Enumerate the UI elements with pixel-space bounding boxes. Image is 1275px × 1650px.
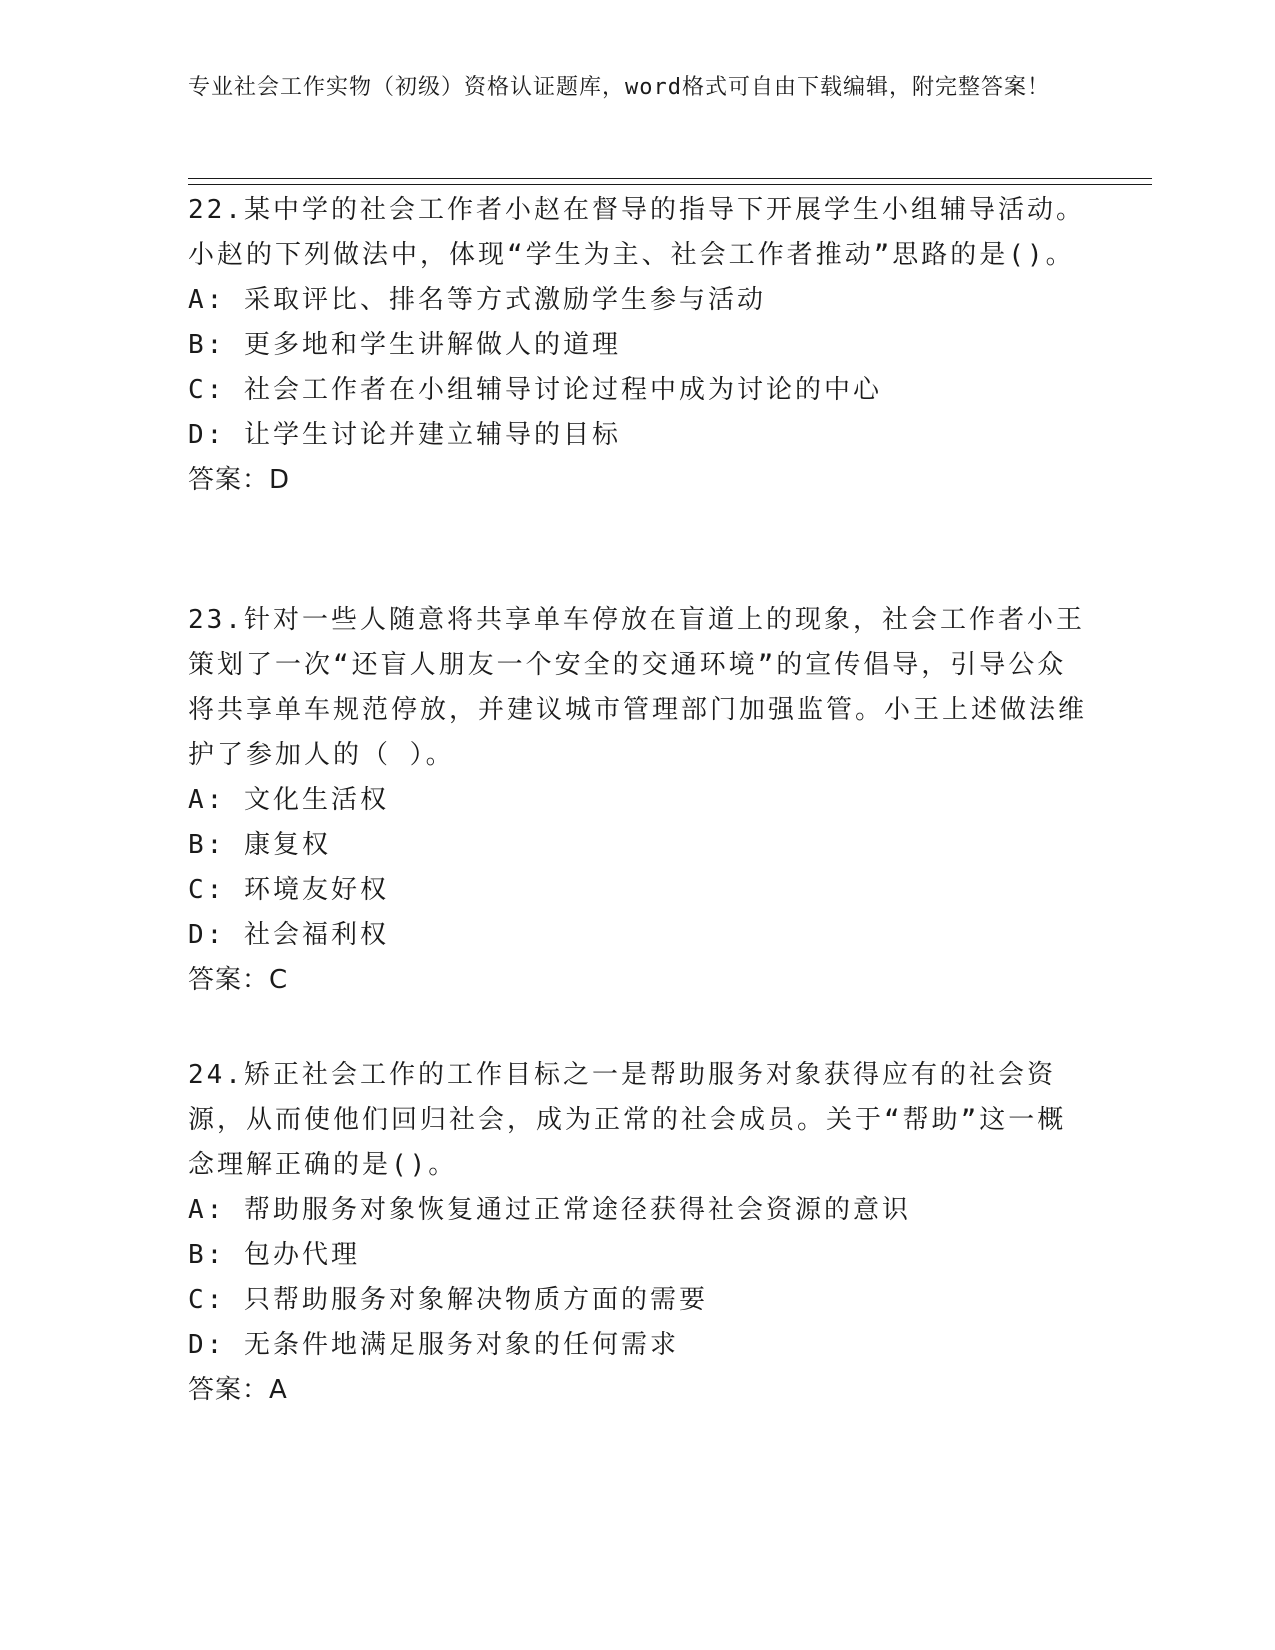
question-24: [188, 1053, 1088, 1413]
option-d: D: 社会福利权: [188, 920, 389, 950]
header-divider-top: [188, 178, 1152, 179]
option-b: B: 包办代理: [188, 1240, 360, 1270]
option-b: B: 康复权: [188, 830, 331, 860]
question-22: [188, 188, 1088, 503]
question-23: [188, 598, 1088, 1003]
question-stem: 22.某中学的社会工作者小赵在督导的指导下开展学生小组辅导活动。小赵的下列做法中，体现“学生为主、社会工作者推动”思路的是()。: [188, 195, 1085, 270]
option-d: D: 无条件地满足服务对象的任何需求: [188, 1330, 679, 1360]
option-c: C: 环境友好权: [188, 875, 389, 905]
option-d: D: 让学生讨论并建立辅导的目标: [188, 420, 621, 450]
option-a: A: 帮助服务对象恢复通过正常途径获得社会资源的意识: [188, 1195, 911, 1225]
option-b: B: 更多地和学生讲解做人的道理: [188, 330, 621, 360]
header-divider-bottom: [188, 184, 1152, 185]
option-c: C: 社会工作者在小组辅导讨论过程中成为讨论的中心: [188, 375, 882, 405]
question-stem: 23.针对一些人随意将共享单车停放在盲道上的现象，社会工作者小王策划了一次“还盲人朋友一个安全的交通环境”的宣传倡导，引导公众将共享单车规范停放，并建议城市管理部门加强监管。小王上述做法维护了参加人的（ ）。: [188, 605, 1088, 770]
answer: 答案：A: [188, 1375, 288, 1405]
option-a: A: 文化生活权: [188, 785, 389, 815]
answer: 答案：D: [188, 465, 291, 495]
option-a: A: 采取评比、排名等方式激励学生参与活动: [188, 285, 766, 315]
page-header: 专业社会工作实物（初级）资格认证题库，word格式可自由下载编辑，附完整答案！: [188, 75, 1050, 100]
option-c: C: 只帮助服务对象解决物质方面的需要: [188, 1285, 708, 1315]
answer: 答案：C: [188, 965, 289, 995]
question-stem: 24.矫正社会工作的工作目标之一是帮助服务对象获得应有的社会资源，从而使他们回归社会，成为正常的社会成员。关于“帮助”这一概念理解正确的是()。: [188, 1060, 1067, 1180]
